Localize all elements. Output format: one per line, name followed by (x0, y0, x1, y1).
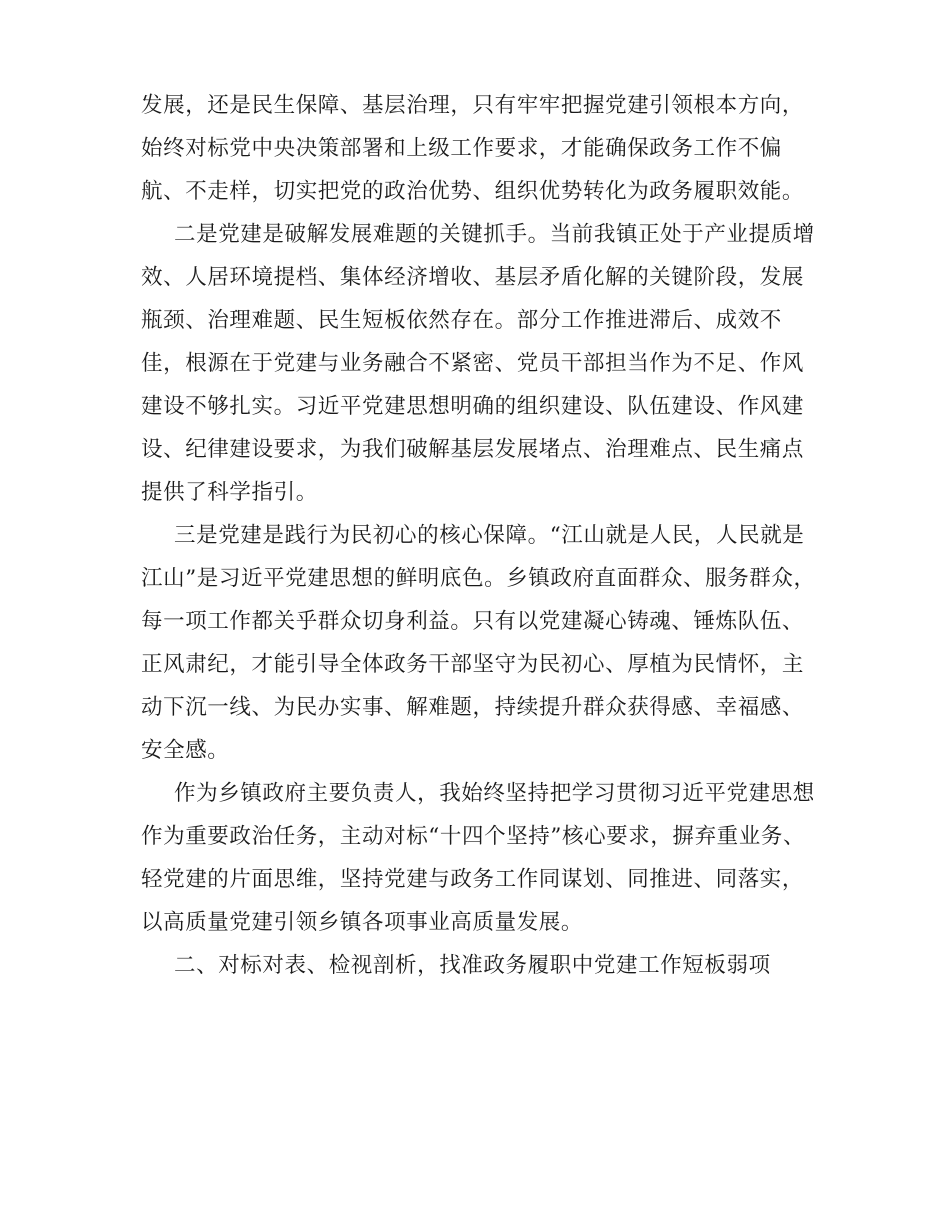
text-line: 动下沉一线、为民办实事、解难题，持续提升群众获得感、幸福感、 (141, 695, 805, 720)
text-line: 二是党建是破解发展难题的关键抓手。当前我镇正处于产业提质增 (174, 222, 815, 247)
text-line: 发展，还是民生保障、基层治理，只有牢牢把握党建引领根本方向， (141, 93, 805, 118)
text-line: 二、对标对表、检视剖析，找准政务履职中党建工作短板弱项 (174, 953, 771, 978)
text-line: 以高质量党建引领乡镇各项事业高质量发展。 (141, 910, 584, 935)
text-line: 瓶颈、治理难题、民生短板依然存在。部分工作推进滞后、成效不 (141, 308, 782, 333)
text-line: 提供了科学指引。 (141, 480, 318, 505)
text-line: 设、纪律建设要求，为我们破解基层发展堵点、治理难点、民生痛点 (141, 437, 805, 462)
text-line: 作为重要政治任务，主动对标“十四个坚持”核心要求，摒弃重业务、 (141, 824, 806, 849)
text-line: 航、不走样，切实把党的政治优势、组织优势转化为政务履职效能。 (141, 179, 805, 204)
text-line: 效、人居环境提档、集体经济增收、基层矛盾化解的关键阶段，发展 (141, 265, 805, 290)
text-line: 建设不够扎实。习近平党建思想明确的组织建设、队伍建设、作风建 (141, 394, 805, 419)
text-line: 正风肃纪，才能引导全体政务干部坚守为民初心、厚植为民情怀，主 (141, 652, 805, 677)
text-line: 安全感。 (141, 738, 230, 763)
text-line: 三是党建是践行为民初心的核心保障。“江山就是人民，人民就是 (174, 523, 805, 548)
section-heading (141, 944, 811, 987)
text-line: 佳，根源在于党建与业务融合不紧密、党员干部担当作为不足、作风 (141, 351, 805, 376)
paragraph-4 (141, 772, 815, 944)
paragraph-2 (141, 213, 815, 514)
text-line: 轻党建的片面思维，坚持党建与政务工作同谋划、同推进、同落实， (141, 867, 805, 892)
paragraph-3 (141, 514, 816, 772)
text-line: 始终对标党中央决策部署和上级工作要求，才能确保政务工作不偏 (141, 136, 782, 161)
text-line: 江山”是习近平党建思想的鲜明底色。乡镇政府直面群众、服务群众， (141, 566, 816, 591)
text-line: 作为乡镇政府主要负责人，我始终坚持把学习贯彻习近平党建思想 (174, 781, 815, 806)
text-line: 每一项工作都关乎群众切身利益。只有以党建凝心铸魂、锤炼队伍、 (141, 609, 805, 634)
document-body (141, 84, 816, 987)
paragraph-1 (141, 84, 811, 213)
